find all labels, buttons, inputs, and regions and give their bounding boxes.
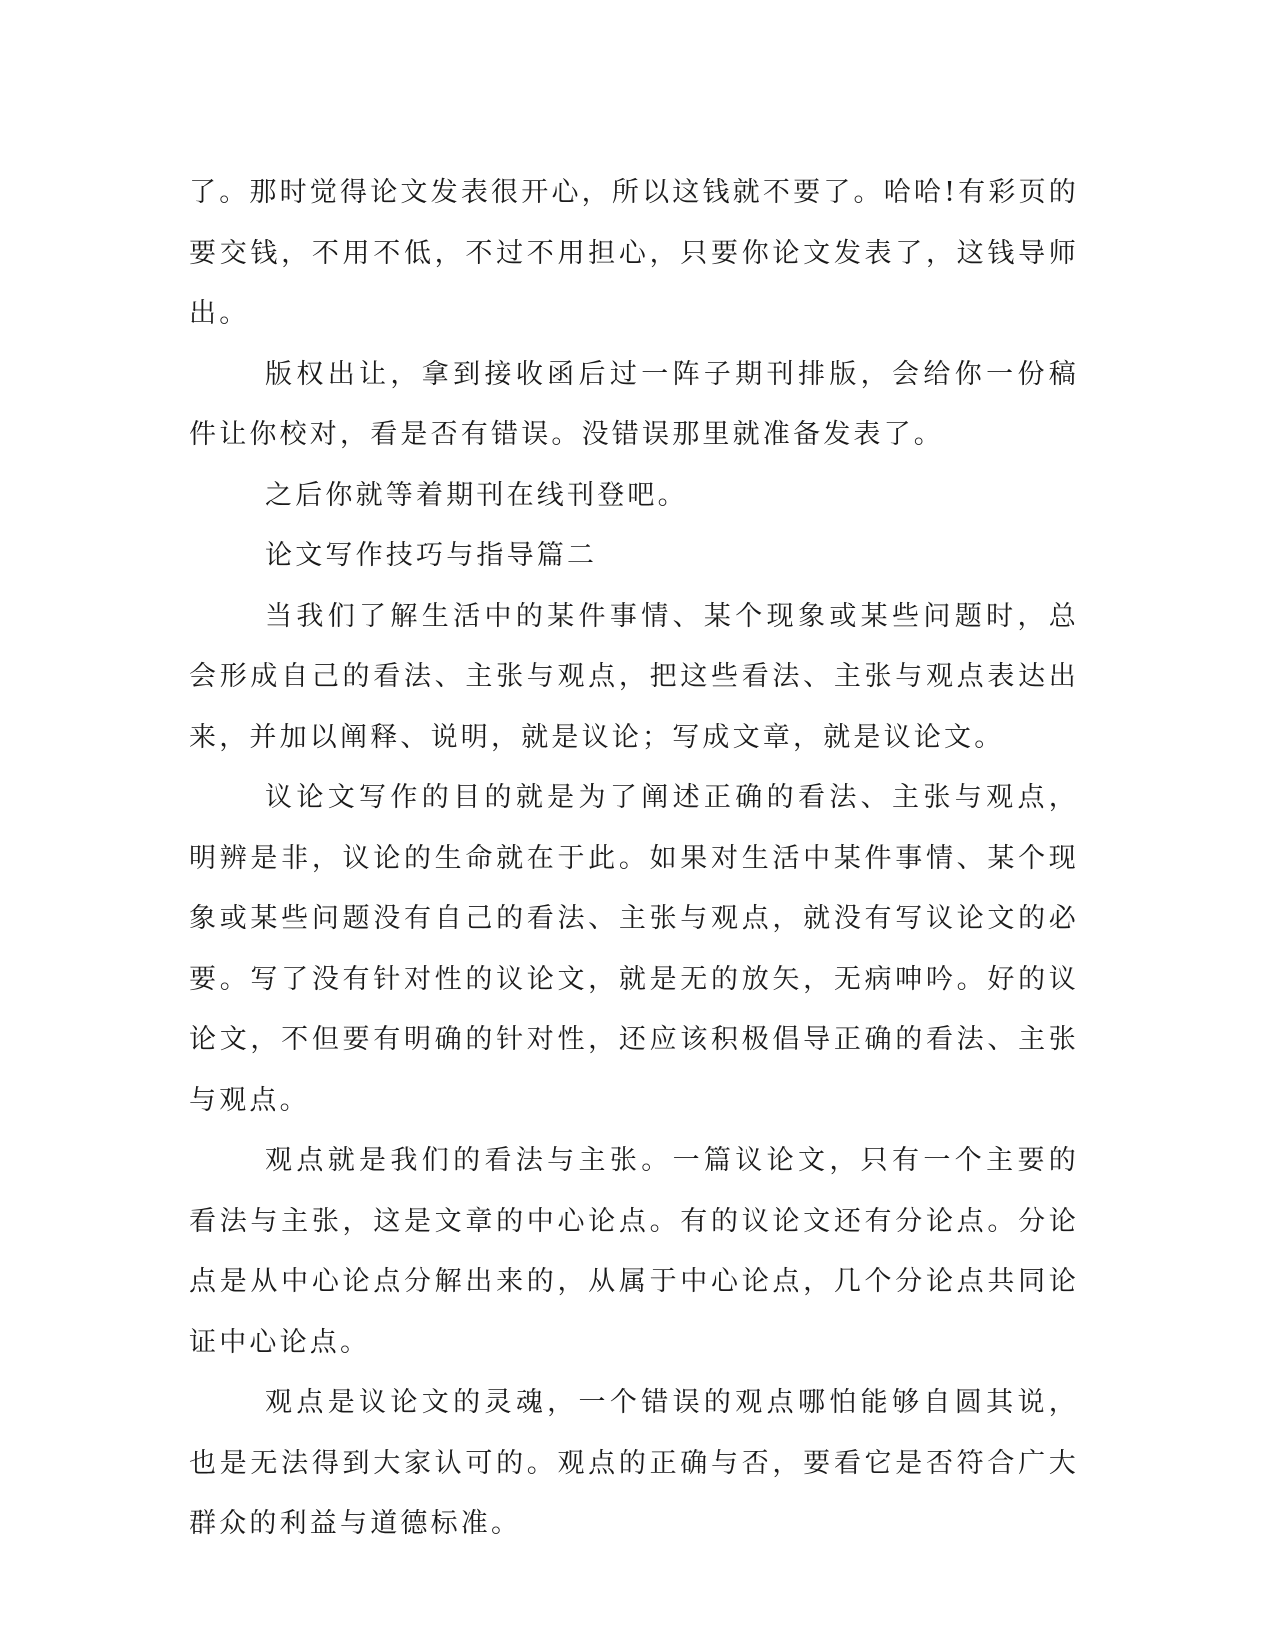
paragraph-soul: 观点是议论文的灵魂，一个错误的观点哪怕能够自圆其说，也是无法得到大家认可的。观点的正确与否，要看它是否符合广大群众的利益与道德标准。 xyxy=(189,1387,1079,1539)
paragraph-viewpoint: 观点就是我们的看法与主张。一篇议论文，只有一个主要的看法与主张，这是文章的中心论点。有的议论文还有分论点。分论点是从中心论点分解出来的，从属于中心论点，几个分论点共同论证中心论点。 xyxy=(189,1145,1079,1358)
paragraph-continuation: 了。那时觉得论文发表很开心，所以这钱就不要了。哈哈!有彩页的要交钱，不用不低，不过不用担心，只要你论文发表了，这钱导师出。 xyxy=(189,177,1079,329)
section-heading: 论文写作技巧与指导篇二 xyxy=(265,540,598,571)
document-body xyxy=(189,163,1079,1555)
paragraph-publish-online: 之后你就等着期刊在线刊登吧。 xyxy=(265,479,688,511)
paragraph-copyright: 版权出让，拿到接收函后过一阵子期刊排版，会给你一份稿件让你校对，看是否有错误。没错误那里就准备发表了。 xyxy=(189,358,1079,450)
paragraph-purpose: 议论文写作的目的就是为了阐述正确的看法、主张与观点，明辨是非，议论的生命就在于此。如果对生活中某件事情、某个现象或某些问题没有自己的看法、主张与观点，就没有写议论文的必要。写了没有针对性的议论文，就是无的放矢，无病呻吟。好的议论文，不但要有明确的针对性，还应该积极倡导正确的看法、主张与观点。 xyxy=(189,782,1079,1116)
paragraph-definition: 当我们了解生活中的某件事情、某个现象或某些问题时，总会形成自己的看法、主张与观点，把这些看法、主张与观点表达出来，并加以阐释、说明，就是议论；写成文章，就是议论文。 xyxy=(189,600,1079,753)
